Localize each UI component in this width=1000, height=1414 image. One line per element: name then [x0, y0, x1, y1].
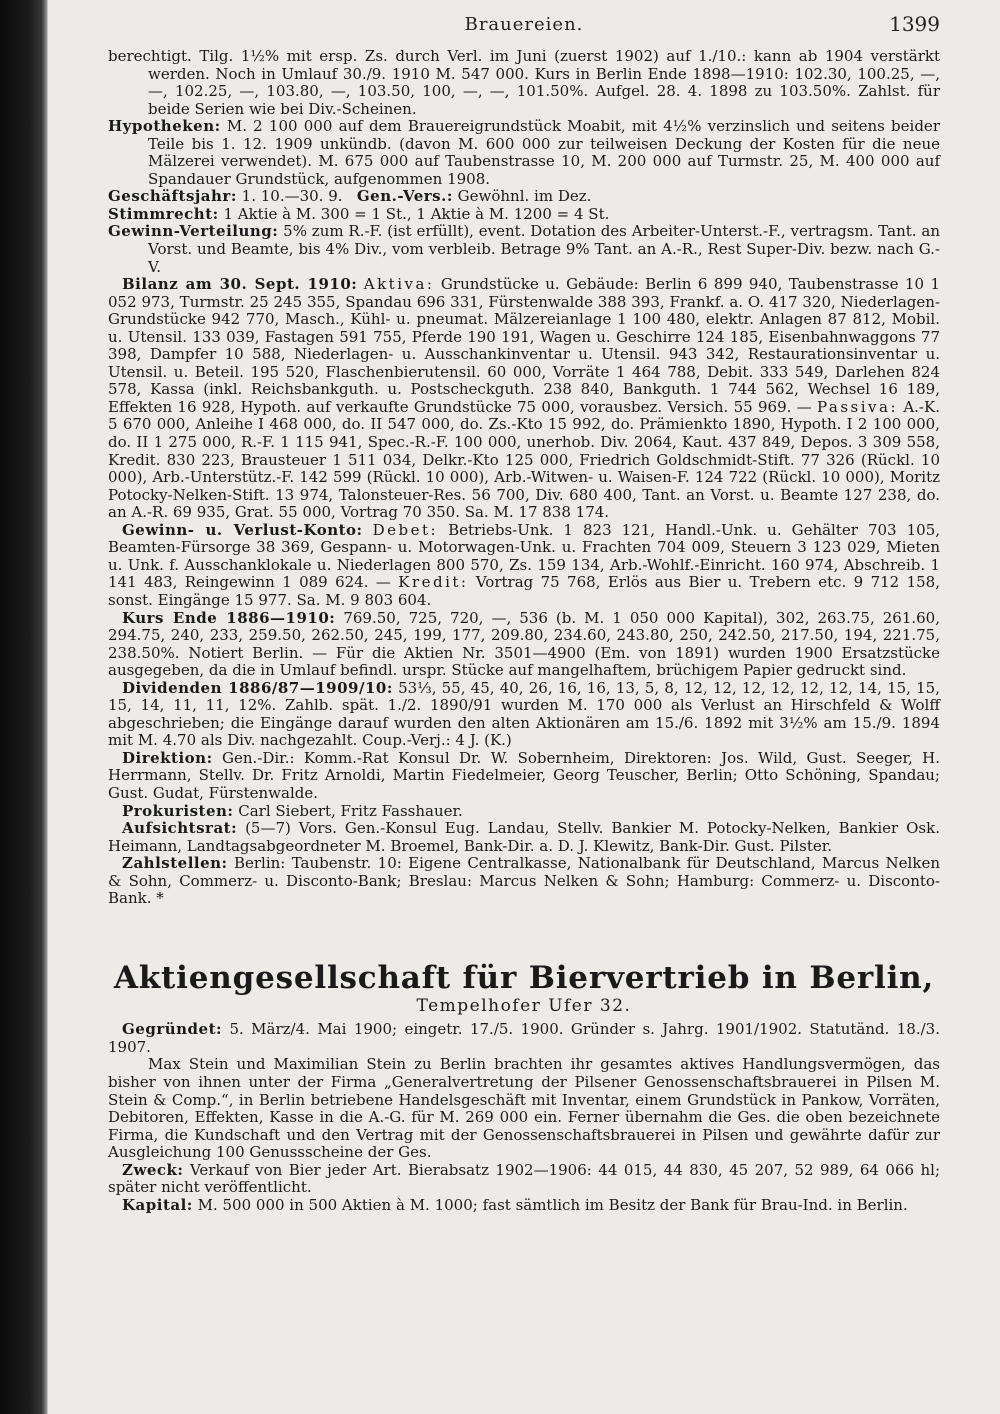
kurs-paragraph — [108, 610, 940, 680]
gewinn-verteilung-paragraph — [108, 223, 940, 276]
company-title: Aktiengesellschaft für Biervertrieb in Berlin, — [113, 959, 935, 996]
genvers-label: Gen.-Vers.: — [356, 187, 453, 206]
guv-debet-label: Debet: — [372, 520, 439, 539]
running-head: Brauereien. — [464, 14, 584, 35]
gewinn-verteilung-text: 5% zum R.-F. (ist erfüllt), event. Dotation des Arbeiter-Unterst.-F., vertragsm. Tant. an Vorst. und Beamte, bis 4% Div., vom verbleib. Betrage 9% Tant. an A.-R., Rest Super-Div. bezw. nach G.-V. — [148, 222, 940, 276]
book-binding-shadow — [0, 0, 48, 1414]
bilanz-aktiva-label: Aktiva: — [363, 275, 435, 294]
anleihe-text: berechtigt. Tilg. 1½% mit ersp. Zs. durch Verl. im Juni (zuerst 1902) auf 1./10.: kann ab 1904 verstärkt werden. Noch in Umlauf 30./9. 1910 M. 547 000. Kurs in Berlin Ende 1898—1910: 102.30, 100.25, —, —, 102.25, —, 103.80, —, 103.50, 100, —, —, 101.50%. Aufgel. 28. 4. 1898 zu 103.50%. Zahlst. für beide Serien wie bei Div.-Scheinen. — [108, 47, 940, 118]
zahlstellen-paragraph — [108, 855, 940, 908]
guv-debet-text: Betriebs-Unk. 1 823 121, Handl.-Unk. u. Gehälter 703 105, Beamten-Fürsorge 38 369, Gespann- u. Motorwagen-Unk. u. Frachten 704 009, Steuern 3 123 029, Mieten u. Unk. f. Ausschanklokale u. Niederlagen 800 570, Zs. 159 134, Arb.-Wohlf.-Einricht. 160 974, Abschreib. 1 141 483, Reingewinn 1 089 624. — — [108, 520, 940, 592]
history-paragraph — [108, 1056, 940, 1161]
brewery-entry-continued — [108, 48, 940, 908]
zweck-paragraph — [108, 1162, 940, 1197]
geschaeftsjahr-paragraph — [108, 188, 940, 206]
company-entry — [108, 960, 940, 1215]
gegruendet-text: 5. März/4. Mai 1900; eingetr. 17./5. 1900. Gründer s. Jahrg. 1901/1902. Statutänd. 18./3. 1907. — [108, 1020, 940, 1056]
stimmrecht-text: 1 Aktie à M. 300 = 1 St., 1 Aktie à M. 1200 = 4 St. — [223, 204, 610, 223]
guv-kredit-label: Kredit: — [398, 573, 469, 592]
anleihe-continuation — [108, 48, 940, 118]
bilanz-aktiva-text: Grundstücke u. Gebäude: Berlin 6 899 940, Taubenstrasse 10 1 052 973, Turmstr. 25 245 355, Spandau 696 331, Fürstenwalde 388 393, Frankf. a. O. 417 320, Niederlagen-Grundstücke 942 770, Masch., Kühl- u. pneumat. Mälzereianlage 1 100 480, elektr. Anlagen 87 812, Mobil. u. Utensil. 133 039, Fastagen 591 755, Pferde 190 191, Wagen u. Geschirre 124 185, Eisenbahnwaggons 77 398, Dampfer 10 588, Niederlagen- u. Ausschankinventar u. Utensil. 943 342, Restaurationsinventar u. Utensil. u. Beteil. 195 520, Flaschenbierutensil. 60 000, Vorräte 1 464 788, Debit. 333 549, Darlehen 824 578, Kassa (inkl. Reichsbankguth. u. Postscheckguth. 238 840, Bankguth. 1 744 562, Wechsel 16 189, Effekten 16 928, Hypoth. auf verkaufte Grundstücke 75 000, vorausbez. Versich. 55 969. — — [108, 275, 940, 416]
geschaeftsjahr-text: 1. 10.—30. 9. — [241, 187, 343, 206]
gegruendet-label: Gegründet: — [122, 1020, 223, 1039]
prokuristen-paragraph — [108, 803, 940, 821]
page-header — [108, 8, 940, 48]
gegruendet-paragraph — [108, 1021, 940, 1056]
aufsichtsrat-paragraph — [108, 820, 940, 855]
bilanz-passiva-label: Passiva: — [816, 397, 899, 416]
hypotheken-paragraph — [108, 118, 940, 188]
prokuristen-text: Carl Siebert, Fritz Fasshauer. — [238, 801, 463, 820]
dividenden-text: 53⅓, 55, 45, 40, 26, 16, 16, 13, 5, 8, 12, 12, 12, 12, 12, 12, 14, 15, 15, 15, 14, 11, 11, 12%. Zahlb. spät. 1./2. 1890/91 wurden M. 170 000 als Verlust an Hirschfeld & Wolff abgeschrieben; die Eingänge darauf wurden den alten Aktionären am 15./6. 1892 mit 3½% am 15./9. 1894 mit M. 4.70 als Div. nachgezahlt. Coup.-Verj.: 4 J. (K.) — [108, 678, 940, 750]
dividenden-label: Dividenden 1886/87—1909/10: — [122, 678, 393, 697]
hypotheken-label: Hypotheken: — [108, 117, 221, 136]
guv-label: Gewinn- u. Verlust-Konto: — [122, 520, 363, 539]
aufsichtsrat-label: Aufsichtsrat: — [122, 819, 238, 838]
guv-kredit-text: Vortrag 75 768, Erlös aus Bier u. Trebern etc. 9 712 158, sonst. Eingänge 15 977. Sa. M. 9 803 604. — [108, 573, 940, 609]
history-text: Max Stein und Maximilian Stein zu Berlin brachten ihr gesamtes aktives Handlungsvermögen, das bisher von ihnen unter der Firma „Generalvertretung der Pilsener Genossenschaftsbrauerei in Pilsen M. Stein & Comp.“, in Berlin betriebene Handelsgeschäft mit Inventar, einem Grundstück in Pankow, Vorräten, Debitoren, Effekten, Kasse in die A.-G. für M. 269 000 ein. Ferner übernahm die Ges. die oben bezeichnete Firma, die Kundschaft und den Vertrag mit der Genossenschaftsbrauerei in Pilsen und gewährte dafür zur Ausgleichung 100 Genussscheine der Ges. — [108, 1055, 940, 1162]
kurs-label: Kurs Ende 1886—1910: — [122, 608, 336, 627]
zweck-label: Zweck: — [122, 1160, 184, 1179]
kapital-text: M. 500 000 in 500 Aktien à M. 1000; fast sämtlich im Besitz der Bank für Brau-Ind. in Berlin. — [197, 1195, 908, 1214]
zweck-text: Verkauf von Bier jeder Art. Bierabsatz 1902—1906: 44 015, 44 830, 45 207, 52 989, 64 066 hl; später nicht veröffentlicht. — [108, 1160, 940, 1197]
guv-paragraph — [108, 522, 940, 610]
prokuristen-label: Prokuristen: — [122, 801, 234, 820]
stimmrecht-label: Stimmrecht: — [108, 204, 219, 223]
section-spacer — [108, 908, 940, 960]
kapital-label: Kapital: — [122, 1195, 193, 1214]
dividenden-paragraph — [108, 680, 940, 750]
bilanz-paragraph — [108, 276, 940, 522]
kurs-text: 769.50, 725, 720, —, 536 (b. M. 1 050 000 Kapital), 302, 263.75, 261.60, 294.75, 240, 233, 259.50, 262.50, 245, 199, 177, 209.80, 234.60, 243.80, 250, 242.50, 217.50, 194, 221.75, 238.50%. Notiert Berlin. — Für die Aktien Nr. 3501—4900 (Em. von 1891) wurden 1900 Ersatzstücke ausgegeben, da die in Umlauf befindl. urspr. Stücke auf mangelhaftem, brüchigem Papier gedruckt sind. — [108, 608, 940, 680]
direktion-label: Direktion: — [122, 748, 213, 767]
direktion-paragraph — [108, 750, 940, 803]
page-number: 1399 — [889, 12, 940, 36]
geschaeftsjahr-label: Geschäftsjahr: — [108, 187, 237, 206]
stimmrecht-paragraph — [108, 206, 940, 224]
aufsichtsrat-text: (5—7) Vors. Gen.-Konsul Eug. Landau, Stellv. Bankier M. Potocky-Nelken, Bankier Osk. Heimann, Landtagsabgeordneter M. Broemel, Bank-Dir. a. D. J. Klewitz, Bank-Dir. Gust. Pilster. — [108, 819, 940, 855]
gewinn-verteilung-label: Gewinn-Verteilung: — [108, 222, 279, 241]
genvers-text: Gewöhnl. im Dez. — [457, 187, 592, 206]
bilanz-label: Bilanz am 30. Sept. 1910: — [122, 275, 358, 294]
kapital-paragraph — [108, 1197, 940, 1215]
zahlstellen-label: Zahlstellen: — [122, 854, 228, 873]
company-address: Tempelhofer Ufer 32. — [416, 995, 632, 1016]
zahlstellen-text: Berlin: Taubenstr. 10: Eigene Centralkasse, Nationalbank für Deutschland, Marcus Nelken & Sohn, Commerz- u. Disconto-Bank; Breslau: Marcus Nelken & Sohn; Hamburg: Commerz- u. Disconto-Bank. * — [108, 854, 940, 908]
bilanz-passiva-text: A.-K. 5 670 000, Anleihe I 468 000, do. II 547 000, do. Zs.-Kto 15 992, do. Prämienkto 1890, Hypoth. I 2 100 000, do. II 1 275 000, R.-F. 1 115 941, Spec.-R.-F. 100 000, unerhob. Div. 2064, Kaut. 437 849, Depos. 3 309 558, Kredit. 830 223, Brausteuer 1 511 034, Delkr.-Kto 125 000, Friedrich Goldschmidt-Stift. 77 326 (Rückl. 10 000), Arb.-Unterstütz.-F. 142 599 (Rückl. 10 000), Arb.-Witwen- u. Waisen-F. 124 722 (Rückl. 10 000), Moritz Potocky-Nelken-Stift. 13 974, Talonsteuer-Res. 56 700, Div. 680 400, Tant. an Vorst. u. Beamte 127 238, do. an A.-R. 69 935, Grat. 55 000, Vortrag 70 350. Sa. M. 17 838 174. — [108, 397, 940, 522]
document-page — [108, 8, 940, 1214]
direktion-text: Gen.-Dir.: Komm.-Rat Konsul Dr. W. Sobernheim, Direktoren: Jos. Wild, Gust. Seeger, H. Herrmann, Stellv. Dr. Fritz Arnoldi, Martin Fiedelmeier, Georg Teuscher, Berlin; Otto Schöning, Spandau; Gust. Gudat, Fürstenwalde. — [108, 748, 940, 802]
hypotheken-text: M. 2 100 000 auf dem Brauereigrundstück Moabit, mit 4½% verzinslich und seitens beider Teile bis 1. 12. 1909 unkündb. (davon M. 600 000 zur teilweisen Deckung der Kosten für die neue Mälzerei verwendet). M. 675 000 auf Taubenstrasse 10, M. 200 000 auf Turmstr. 25, M. 400 000 auf Spandauer Grundstück, aufgenommen 1908. — [148, 117, 940, 188]
